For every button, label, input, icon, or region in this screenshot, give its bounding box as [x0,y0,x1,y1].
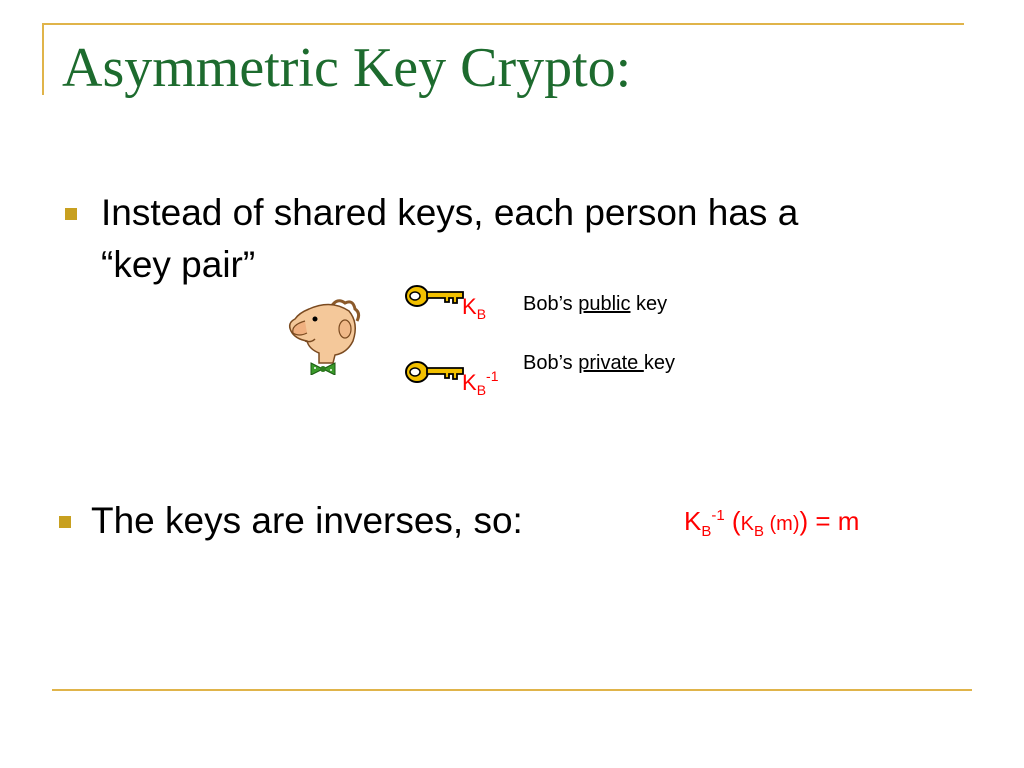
public-key-label [462,294,487,322]
key-icon [403,356,467,388]
left-rule [42,23,44,95]
public-key-symbol: K [462,294,477,319]
private-desc-suffix: key [643,352,675,374]
private-desc-underlined: private [578,352,644,374]
public-desc-suffix: key [630,293,668,315]
private-key-subscript: B [476,382,487,398]
public-key-subscript: B [476,306,487,322]
inverse-formula [684,506,860,540]
top-rule [42,23,964,25]
formula-k2: K [740,513,754,535]
bob-face-icon [279,293,363,375]
bullet-marker [65,208,77,220]
bullet-1-line-1: Instead of shared keys, each person has a [101,192,799,233]
slide-title: Asymmetric Key Crypto: [62,37,632,99]
public-desc-underlined: public [578,293,631,315]
bottom-rule [52,689,972,691]
private-key-label [462,368,499,398]
bullet-marker [59,516,71,528]
formula-k1-sub: B [701,523,712,540]
bullet-1-line-2: “key pair” [101,244,256,285]
formula-k2-sub: B [753,523,764,540]
key-icon [403,280,467,312]
bullet-2: The keys are inverses, so: [91,500,523,541]
formula-k1-sup: -1 [711,507,725,524]
formula-inner: (m) [763,513,800,535]
private-desc-prefix: Bob’s [523,352,579,374]
public-desc-prefix: Bob’s [523,293,579,315]
formula-k1: K [684,506,702,536]
private-key-superscript: -1 [486,368,499,384]
formula-open-paren: ( [724,506,741,536]
formula-close: ) = m [799,506,860,536]
public-key-description [523,294,667,314]
private-key-symbol: K [462,370,477,395]
private-key-description [523,353,675,373]
